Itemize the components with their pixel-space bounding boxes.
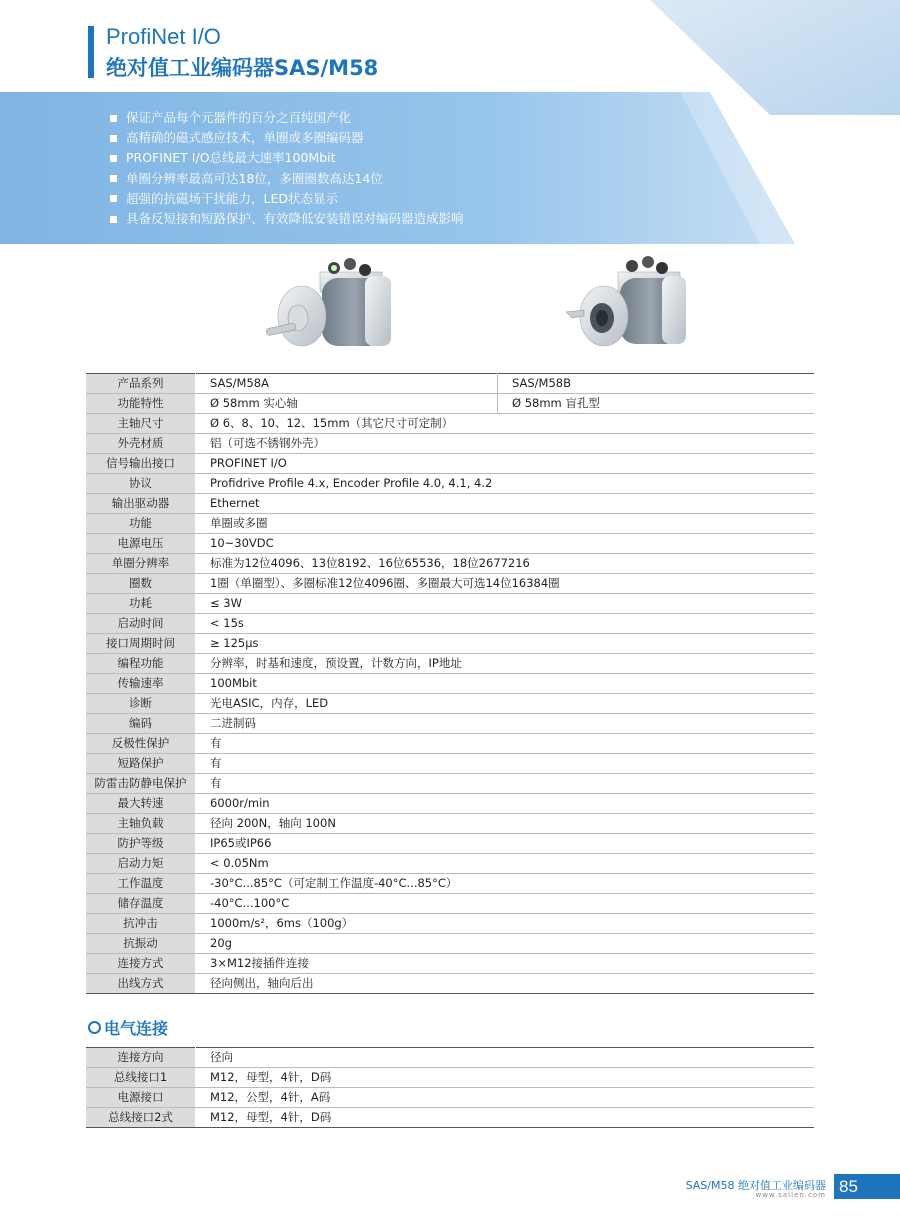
table-row [86,514,814,534]
page-title-line2: 绝对值工业编码器SAS/M58 [106,56,379,80]
spec-label: 电源电压 [86,534,196,554]
table-row [86,594,814,614]
feature-item: PROFINET I/O总线最大速率100Mbit [110,148,464,168]
feature-item: 高精确的磁式感应技术，单圈或多圈编码器 [110,128,464,148]
spec-value: 有 [196,754,815,774]
spec-value: < 15s [196,614,815,634]
table-row [86,574,814,594]
bullet-square-icon [110,195,117,202]
title-accent-bar [88,26,94,78]
spec-label: 防护等级 [86,834,196,854]
spec-label: 工作温度 [86,874,196,894]
table-row [86,414,814,434]
spec-label: 外壳材质 [86,434,196,454]
table-row [86,834,814,854]
spec-value: M12，母型，4针，D码 [196,1068,815,1088]
spec-label: 启动力矩 [86,854,196,874]
spec-value: 铝（可选不锈钢外壳） [196,434,815,454]
table-row [86,974,814,994]
spec-label: 功能特性 [86,394,196,414]
spec-label: 反极性保护 [86,734,196,754]
spec-value: ≤ 3W [196,594,815,614]
page-title-line1: ProfiNet I/O [106,24,221,49]
spec-value: 1000m/s²，6ms（100g） [196,914,815,934]
table-row [86,894,814,914]
encoder-solid-shaft-image [260,254,410,354]
spec-label: 抗冲击 [86,914,196,934]
table-row [86,694,814,714]
spec-value: 分辨率，时基和速度，预设置，计数方向，IP地址 [196,654,815,674]
table-row [86,554,814,574]
spec-value: 径向侧出，轴向后出 [196,974,815,994]
spec-label: 启动时间 [86,614,196,634]
spec-label: 抗振动 [86,934,196,954]
spec-value: SAS/M58A [196,374,498,394]
table-row [86,714,814,734]
spec-label: 总线接口1 [86,1068,196,1088]
spec-label: 输出驱动器 [86,494,196,514]
spec-label: 编码 [86,714,196,734]
table-row [86,914,814,934]
spec-value: Ø 6、8、10、12、15mm（其它尺寸可定制） [196,414,815,434]
table-row [86,674,814,694]
feature-item: 单圈分辨率最高可达18位，多圈圈数高达14位 [110,169,464,189]
feature-item: 保证产品每个元器件的百分之百纯国产化 [110,108,464,128]
table-row [86,494,814,514]
spec-value: ≥ 125μs [196,634,815,654]
spec-label: 编程功能 [86,654,196,674]
bullet-square-icon [110,216,117,223]
page-number: 85 [834,1174,900,1199]
table-row [86,454,814,474]
table-row [86,614,814,634]
table-row [86,774,814,794]
encoder-blind-hole-image [558,254,708,354]
footer-url: www.saiien.com [755,1191,826,1199]
spec-label: 圈数 [86,574,196,594]
spec-label: 主轴负载 [86,814,196,834]
spec-value: 10~30VDC [196,534,815,554]
spec-value: 径向 [196,1048,815,1068]
bullet-square-icon [110,135,117,142]
spec-label: 协议 [86,474,196,494]
feature-item: 具备反短接和短路保护、有效降低安装错误对编码器造成影响 [110,209,464,229]
spec-value: Ethernet [196,494,815,514]
table-row [86,1068,814,1088]
spec-value: 20g [196,934,815,954]
spec-label: 储存温度 [86,894,196,914]
spec-table [86,373,814,994]
table-row [86,374,814,394]
table-row [86,874,814,894]
spec-value: 径向 200N，轴向 100N [196,814,815,834]
table-row [86,654,814,674]
feature-item: 超强的抗磁场干扰能力，LED状态显示 [110,189,464,209]
spec-label: 总线接口2式 [86,1108,196,1128]
spec-value: -30°C...85°C（可定制工作温度-40°C...85°C） [196,874,815,894]
feature-list [110,108,464,229]
spec-value: -40°C...100°C [196,894,815,914]
table-row [86,814,814,834]
spec-label: 电源接口 [86,1088,196,1108]
spec-value: 二进制码 [196,714,815,734]
table-row [86,394,814,414]
bullet-square-icon [110,115,117,122]
electrical-table [86,1047,814,1128]
spec-value: 光电ASIC，内存，LED [196,694,815,714]
spec-value: < 0.05Nm [196,854,815,874]
spec-value: Ø 58mm 实心轴 [196,394,498,414]
spec-value: 100Mbit [196,674,815,694]
spec-label: 诊断 [86,694,196,714]
footer-product-name: SAS/M58 绝对值工业编码器 [685,1179,826,1192]
spec-label: 出线方式 [86,974,196,994]
table-row [86,534,814,554]
spec-label: 接口周期时间 [86,634,196,654]
spec-value: 有 [196,774,815,794]
spec-value: 标准为12位4096、13位8192、16位65536，18位2677216 [196,554,815,574]
bullet-square-icon [110,175,117,182]
table-row [86,794,814,814]
table-row [86,434,814,454]
circle-bullet-icon [88,1021,101,1034]
table-row [86,1088,814,1108]
spec-label: 连接方式 [86,954,196,974]
table-row [86,954,814,974]
section-title: 电气连接 [104,1019,169,1038]
spec-label: 信号输出接口 [86,454,196,474]
table-row [86,854,814,874]
spec-value: 1圈（单圈型）、多圈标准12位4096圈、多圈最大可选14位16384圈 [196,574,815,594]
spec-value: 单圈或多圈 [196,514,815,534]
table-row [86,1048,814,1068]
spec-label: 主轴尺寸 [86,414,196,434]
table-row [86,474,814,494]
spec-value: M12，公型，4针，A码 [196,1088,815,1108]
bullet-square-icon [110,155,117,162]
spec-label: 功耗 [86,594,196,614]
spec-label: 短路保护 [86,754,196,774]
spec-value: Profidrive Profile 4.x, Encoder Profile 4.0, 4.1, 4.2 [196,474,815,494]
table-row [86,734,814,754]
spec-label: 产品系列 [86,374,196,394]
spec-value: 3×M12接插件连接 [196,954,815,974]
spec-value: 有 [196,734,815,754]
table-row [86,634,814,654]
spec-value: 6000r/min [196,794,815,814]
spec-label: 连接方向 [86,1048,196,1068]
table-row [86,1108,814,1128]
spec-label: 功能 [86,514,196,534]
table-row [86,754,814,774]
spec-value: SAS/M58B [498,374,815,394]
spec-label: 单圈分辨率 [86,554,196,574]
spec-label: 防雷击防静电保护 [86,774,196,794]
spec-value: M12，母型，4针，D码 [196,1108,815,1128]
spec-value: PROFINET I/O [196,454,815,474]
table-row [86,934,814,954]
spec-value: Ø 58mm 盲孔型 [498,394,815,414]
spec-label: 最大转速 [86,794,196,814]
spec-label: 传输速率 [86,674,196,694]
spec-value: IP65或IP66 [196,834,815,854]
